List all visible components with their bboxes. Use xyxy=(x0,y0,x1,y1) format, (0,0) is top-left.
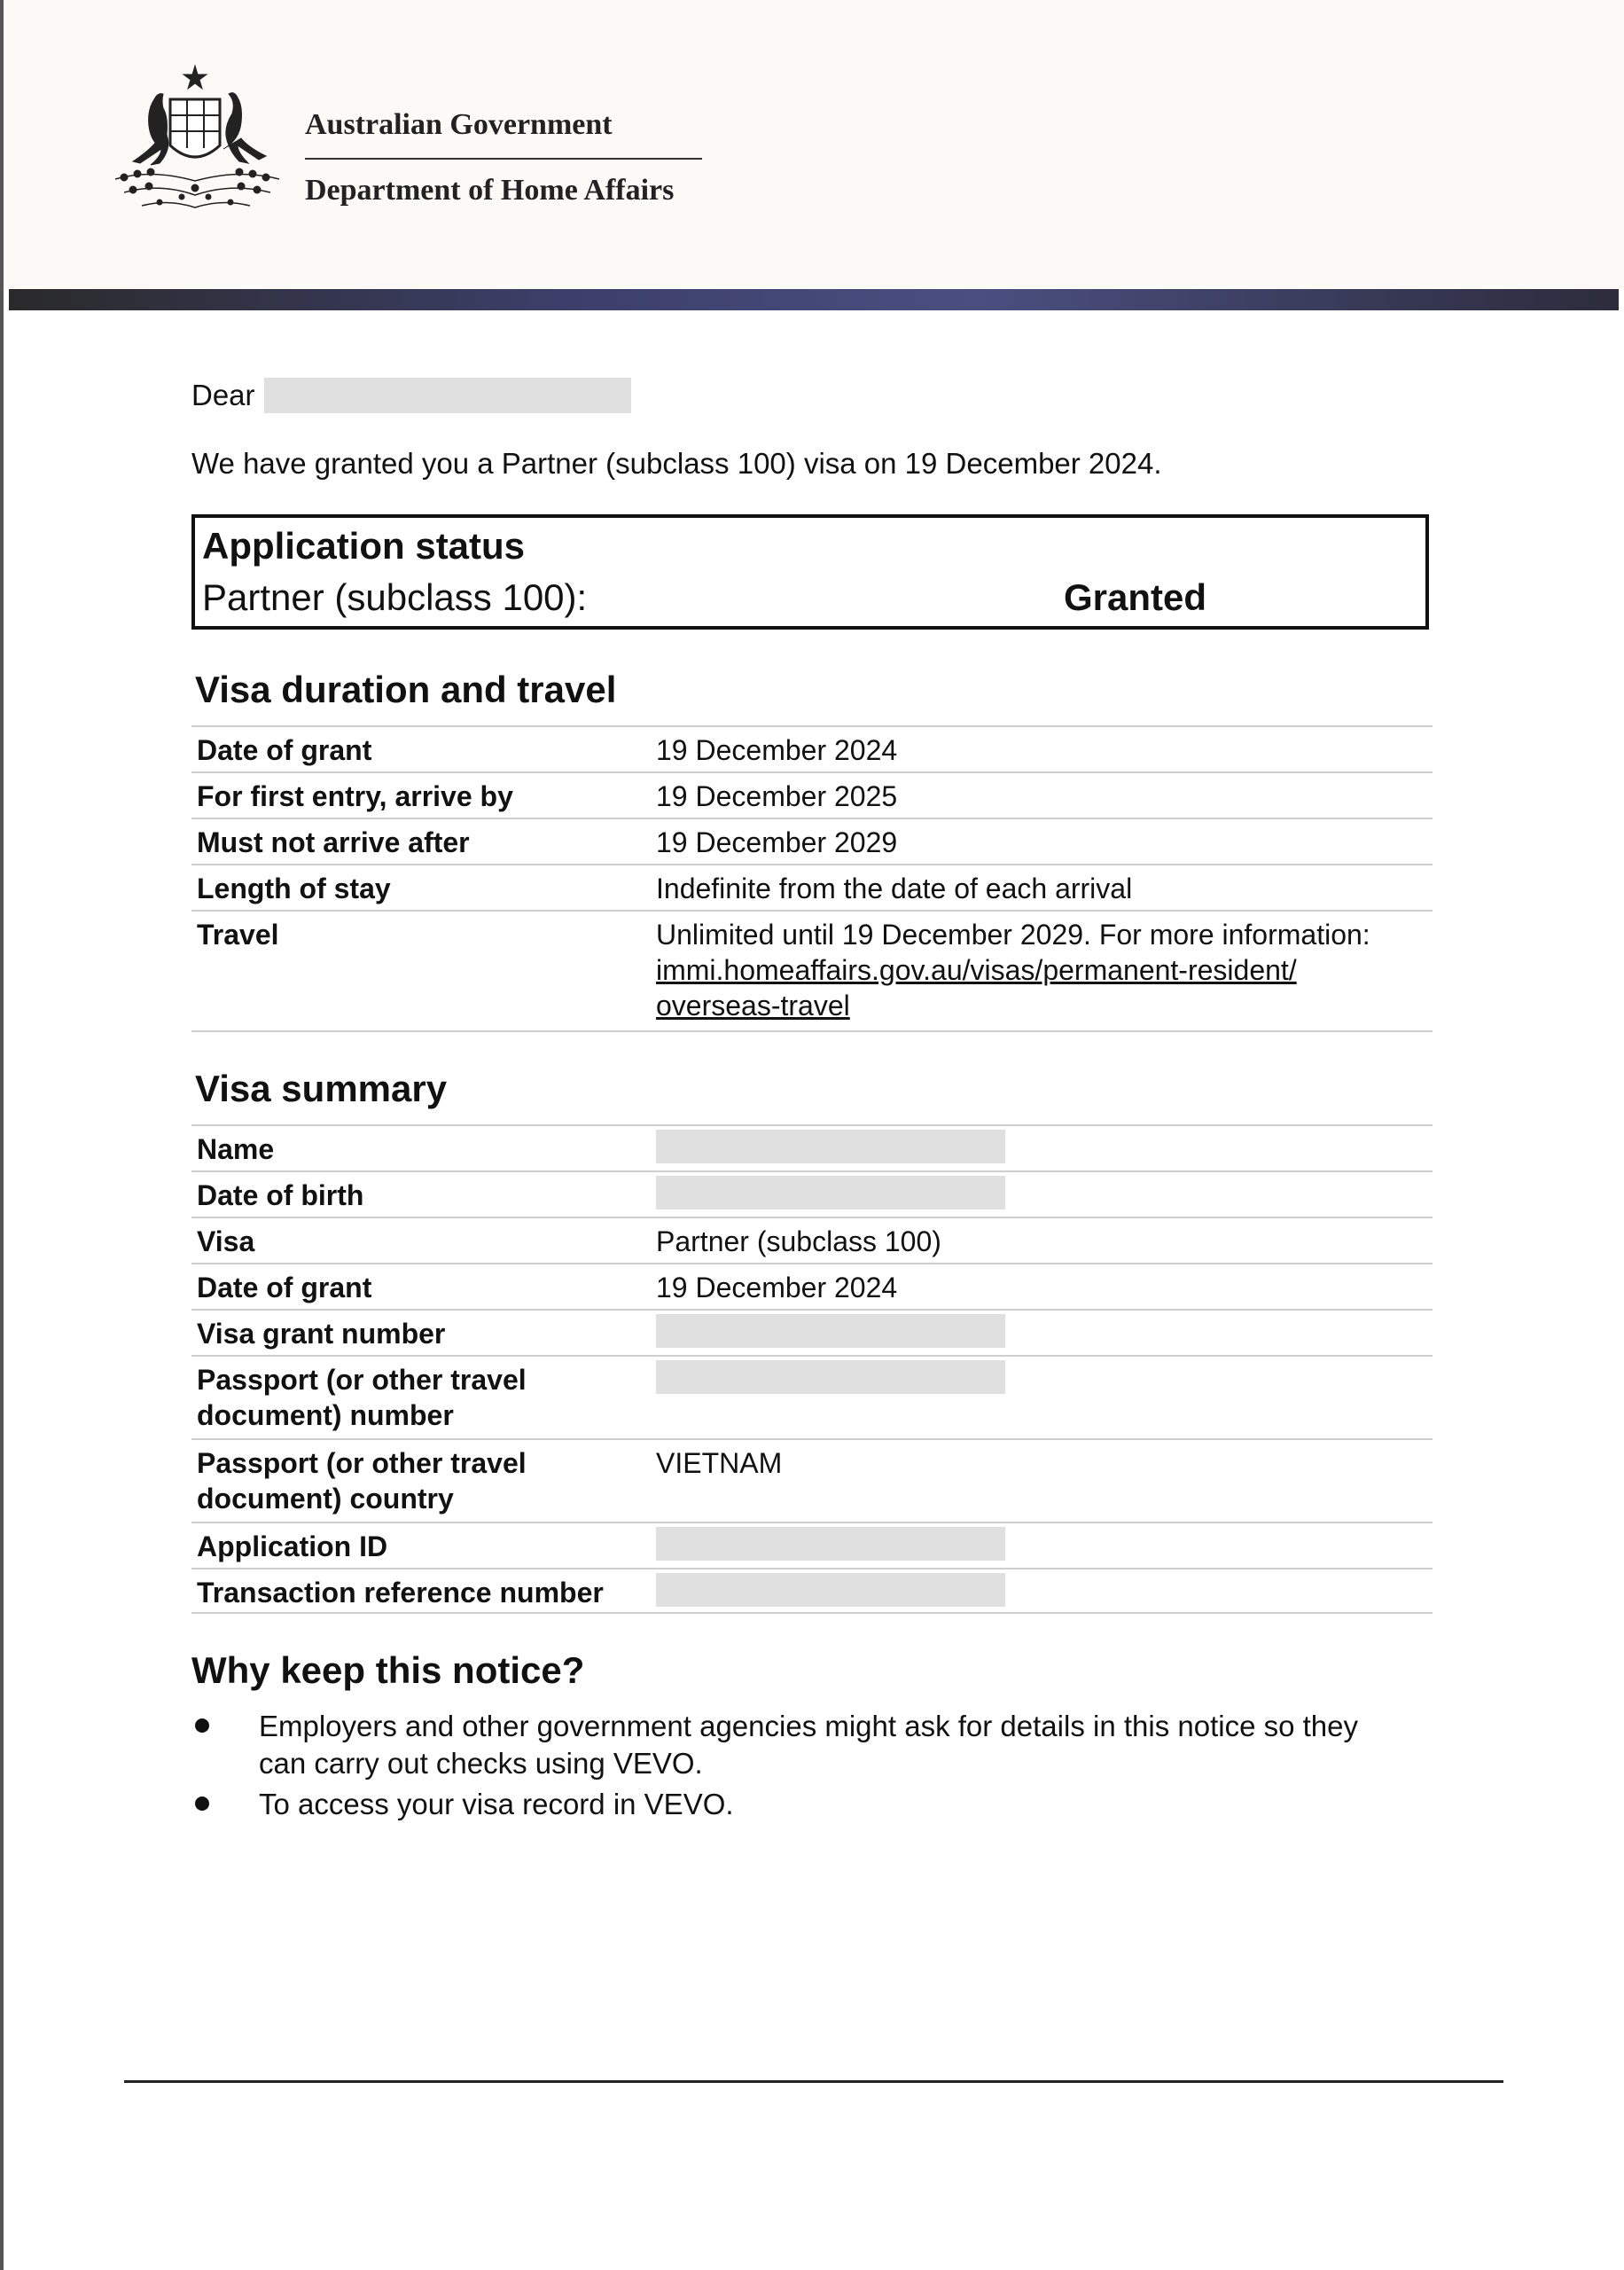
table-row xyxy=(191,1568,1433,1614)
table-row xyxy=(191,1355,1433,1438)
letterhead-divider xyxy=(305,158,702,160)
row-value xyxy=(656,1178,1436,1217)
application-status-title: Application status xyxy=(202,525,526,567)
row-label: Date of birth xyxy=(197,1179,364,1211)
table-row xyxy=(191,1263,1433,1309)
list-item-text: To access your visa record in VEVO. xyxy=(259,1788,734,1820)
row-label: Transaction reference number xyxy=(197,1577,604,1609)
row-label-line: Passport (or other travel xyxy=(197,1447,527,1479)
list-item xyxy=(191,1708,1433,1782)
row-value: 19 December 2024 xyxy=(656,1272,898,1303)
row-value xyxy=(656,1575,1436,1615)
letterhead xyxy=(4,0,1624,289)
table-row xyxy=(191,818,1433,864)
row-value: Partner (subclass 100) xyxy=(656,1225,941,1257)
row-label: Length of stay xyxy=(197,873,391,904)
row-label: Application ID xyxy=(197,1530,388,1562)
row-value xyxy=(656,1529,1436,1569)
row-label-line: Passport (or other travel xyxy=(197,1364,527,1396)
visa-summary-table xyxy=(191,1124,1433,1621)
row-label: Visa xyxy=(197,1225,255,1257)
why-keep-list xyxy=(191,1708,1433,1827)
visa-summary-title: Visa summary xyxy=(195,1068,448,1109)
redacted-value xyxy=(656,1360,1005,1394)
row-value: 19 December 2029 xyxy=(656,826,898,858)
row-label: Date of grant xyxy=(197,734,372,766)
table-row xyxy=(191,1309,1433,1355)
visa-duration-title: Visa duration and travel xyxy=(195,669,617,710)
travel-info-link-continued[interactable]: overseas-travel xyxy=(656,990,850,1022)
intro-paragraph: We have granted you a Partner (subclass 100) visa on 19 December 2024. xyxy=(191,447,1162,480)
row-value xyxy=(656,1362,1436,1402)
greeting-text: Dear xyxy=(191,379,255,411)
application-status-box xyxy=(191,514,1429,630)
government-name: Australian Government xyxy=(305,108,613,141)
travel-info-link[interactable]: immi.homeaffairs.gov.au/visas/permanent-resident/ xyxy=(656,954,1297,986)
page-left-border xyxy=(0,0,4,2270)
table-row xyxy=(191,725,1433,771)
coat-of-arms-icon xyxy=(98,64,293,219)
row-label: Travel xyxy=(197,919,279,951)
greeting xyxy=(191,378,631,413)
row-value: 19 December 2024 xyxy=(656,734,898,766)
visa-duration-table xyxy=(191,725,1433,1036)
list-item-text: Employers and other government agencies might ask for details in this notice so they xyxy=(259,1710,1358,1742)
table-row xyxy=(191,1170,1433,1217)
row-label: Must not arrive after xyxy=(197,826,470,858)
header-color-bar xyxy=(9,289,1619,310)
table-row xyxy=(191,1438,1433,1522)
row-value: Indefinite from the date of each arrival xyxy=(656,873,1133,904)
redacted-value xyxy=(656,1176,1005,1209)
redacted-value xyxy=(656,1527,1005,1561)
redacted-value xyxy=(656,1130,1005,1163)
row-value: 19 December 2025 xyxy=(656,780,898,812)
department-name: Department of Home Affairs xyxy=(305,174,675,207)
redacted-recipient-name xyxy=(264,378,631,413)
bullet-icon xyxy=(195,1718,209,1733)
bullet-icon xyxy=(195,1796,209,1811)
row-value xyxy=(656,1131,1436,1171)
row-label: Name xyxy=(197,1133,275,1165)
table-row xyxy=(191,910,1433,1032)
list-item xyxy=(191,1786,1433,1823)
row-label-line: document) country xyxy=(197,1483,454,1515)
table-row xyxy=(191,771,1433,818)
row-label-line: document) number xyxy=(197,1399,454,1431)
row-value xyxy=(656,917,1436,1023)
table-row xyxy=(191,1522,1433,1568)
why-keep-title: Why keep this notice? xyxy=(191,1649,585,1691)
table-row xyxy=(191,864,1433,910)
row-label xyxy=(197,1362,640,1433)
table-row xyxy=(191,1217,1433,1263)
row-label: Date of grant xyxy=(197,1272,372,1303)
list-item-text: can carry out checks using VEVO. xyxy=(259,1747,703,1780)
redacted-value xyxy=(656,1573,1005,1607)
row-value: VIETNAM xyxy=(656,1447,783,1479)
row-label: For first entry, arrive by xyxy=(197,780,513,812)
application-status-value: Granted xyxy=(1064,576,1207,618)
row-label xyxy=(197,1445,640,1516)
table-row xyxy=(191,1124,1433,1170)
application-status-label: Partner (subclass 100): xyxy=(202,576,588,618)
travel-text: Unlimited until 19 December 2029. For more information: xyxy=(656,919,1370,951)
row-value xyxy=(656,1316,1436,1356)
row-label: Visa grant number xyxy=(197,1318,446,1350)
redacted-value xyxy=(656,1314,1005,1348)
footer-divider xyxy=(124,2080,1503,2083)
